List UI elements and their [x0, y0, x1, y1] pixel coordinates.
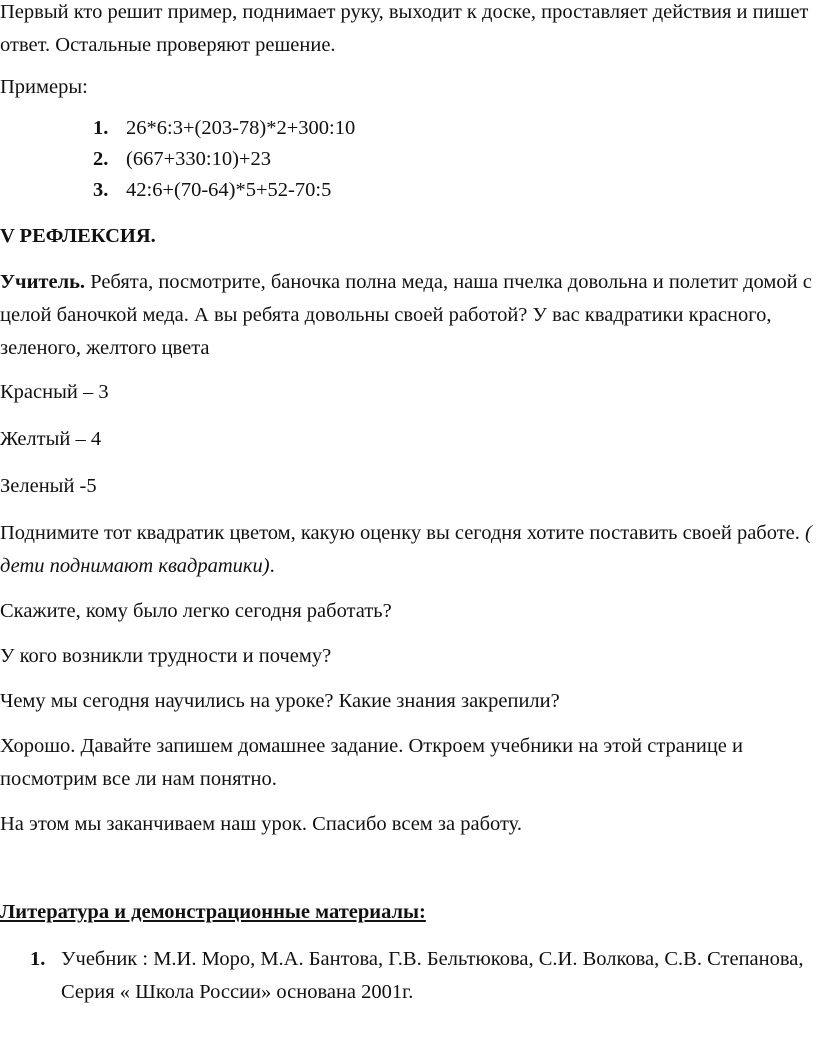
list-item: [0, 175, 816, 206]
literature-heading: Литература и демонстрационные материалы:: [0, 901, 426, 923]
raise-square-paragraph: [0, 517, 816, 583]
teacher-text: Ребята, посмотрите, баночка полна меда, наша пчелка довольна и полетит домой с целой баночкой меда. А вы ребята довольны своей работой? У вас квадратики красного, зеленого, желтого цвета: [0, 271, 812, 359]
list-item: [0, 943, 816, 1009]
literature-entry: Учебник : М.И. Моро, М.А. Бантова, Г.В. Бельтюкова, С.И. Волкова, С.В. Степанова, Серия « Школа России» основана 2001г.: [61, 948, 804, 1003]
teacher-paragraph: [0, 266, 816, 365]
list-number: 2.: [93, 148, 109, 170]
teacher-lead: Учитель.: [0, 271, 86, 293]
example-expression: 26*6:3+(203-78)*2+300:10: [126, 117, 356, 139]
score-green: Зеленый -5: [0, 475, 97, 497]
question-learned: Чему мы сегодня научились на уроке? Какие знания закрепили?: [0, 690, 560, 712]
examples-label: Примеры:: [0, 76, 88, 98]
example-expression: (667+330:10)+23: [126, 148, 271, 170]
list-number: 1.: [93, 117, 109, 139]
question-easy: Скажите, кому было легко сегодня работать?: [0, 600, 392, 622]
list-number: 3.: [93, 179, 109, 201]
score-yellow: Желтый – 4: [0, 428, 102, 450]
list-item: [0, 113, 816, 144]
homework-paragraph: Хорошо. Давайте запишем домашнее задание. Откроем учебники на этой странице и посмотрим все ли нам понятно.: [0, 735, 744, 790]
intro-paragraph: Первый кто решит пример, поднимает руку, выходит к доске, проставляет действия и пишет ответ. Остальные проверяют решение.: [0, 1, 809, 56]
question-difficulties: У кого возникли трудности и почему?: [0, 645, 332, 667]
examples-list: [0, 113, 816, 206]
reflection-heading: V РЕФЛЕКСИЯ.: [0, 225, 156, 247]
closing-paragraph: На этом мы заканчиваем наш урок. Спасибо всем за работу.: [0, 813, 522, 835]
list-number: 1.: [30, 948, 46, 970]
raise-square-text: Поднимите тот квадратик цветом, какую оценку вы сегодня хотите поставить своей работе.: [0, 522, 806, 544]
score-red: Красный – 3: [0, 381, 109, 403]
list-item: [0, 144, 816, 175]
literature-list: [0, 943, 816, 1009]
example-expression: 42:6+(70-64)*5+52-70:5: [126, 179, 332, 201]
raise-square-end: .: [269, 555, 275, 577]
raise-square-note: ( дети поднимают квадратики): [0, 522, 812, 577]
